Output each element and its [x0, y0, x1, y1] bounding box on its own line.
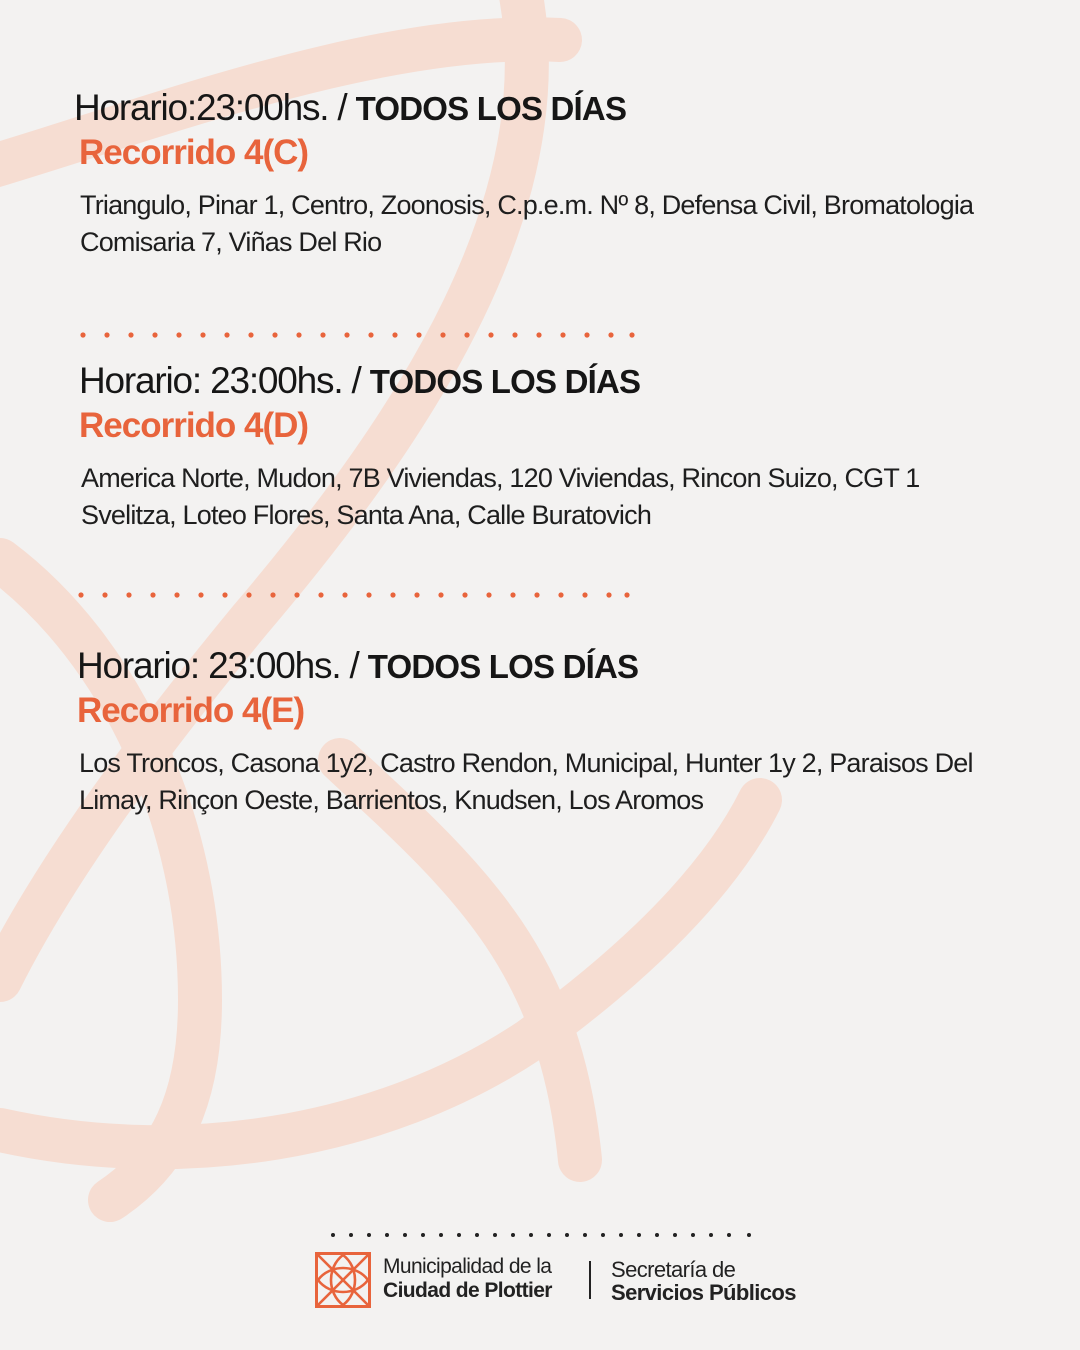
route-section-e: [77, 644, 1077, 819]
footer: [0, 1225, 1080, 1335]
stops-line-2: Comisaria 7, Viñas Del Rio: [80, 227, 382, 257]
dotted-divider-1: [80, 331, 640, 339]
plottier-logo-icon: [315, 1252, 371, 1308]
stops-line-1: Los Troncos, Casona 1y2, Castro Rendon, Municipal, Hunter 1y 2, Paraisos Del: [79, 748, 973, 778]
footer-dotted-divider: [331, 1232, 757, 1238]
route-title: Recorrido 4(C): [79, 133, 309, 172]
days-text: TODOS LOS DÍAS: [367, 648, 639, 685]
municipality-line-1: Municipalidad de la: [383, 1255, 552, 1278]
days-text: TODOS LOS DÍAS: [369, 363, 641, 400]
route-stops: [80, 187, 980, 261]
stops-line-2: Svelitza, Loteo Flores, Santa Ana, Calle Buratovich: [81, 500, 652, 530]
horario-text: Horario:23:00hs. /: [74, 87, 347, 128]
route-section-d: [79, 359, 1079, 534]
days-text: TODOS LOS DÍAS: [355, 90, 627, 127]
municipality-name: [383, 1255, 552, 1303]
stops-line-1: Triangulo, Pinar 1, Centro, Zoonosis, C.p.e.m. Nº 8, Defensa Civil, Bromatologia: [80, 190, 974, 220]
route-stops: [81, 460, 981, 534]
route-title: Recorrido 4(D): [79, 406, 309, 445]
route-section-c: [74, 86, 1074, 261]
route-stops: [79, 745, 979, 819]
municipality-line-2: Ciudad de Plottier: [383, 1279, 552, 1302]
schedule-line: [77, 644, 1077, 689]
stops-line-1: America Norte, Mudon, 7B Viviendas, 120 Viviendas, Rincon Suizo, CGT 1: [81, 463, 920, 493]
schedule-line: [79, 359, 1079, 404]
schedule-line: [74, 86, 1074, 131]
dotted-divider-2: [78, 591, 638, 599]
horario-text: Horario: 23:00hs. /: [77, 645, 359, 686]
route-title: Recorrido 4(E): [77, 691, 305, 730]
stops-line-2: Limay, Rinçon Oeste, Barrientos, Knudsen, Los Aromos: [79, 785, 704, 815]
secretaria-line-1: Secretaría de: [611, 1257, 736, 1282]
secretaria-line-2: Servicios Públicos: [611, 1280, 796, 1305]
secretaria-name: [611, 1258, 796, 1304]
footer-vertical-divider: [589, 1261, 591, 1299]
horario-text: Horario: 23:00hs. /: [79, 360, 361, 401]
